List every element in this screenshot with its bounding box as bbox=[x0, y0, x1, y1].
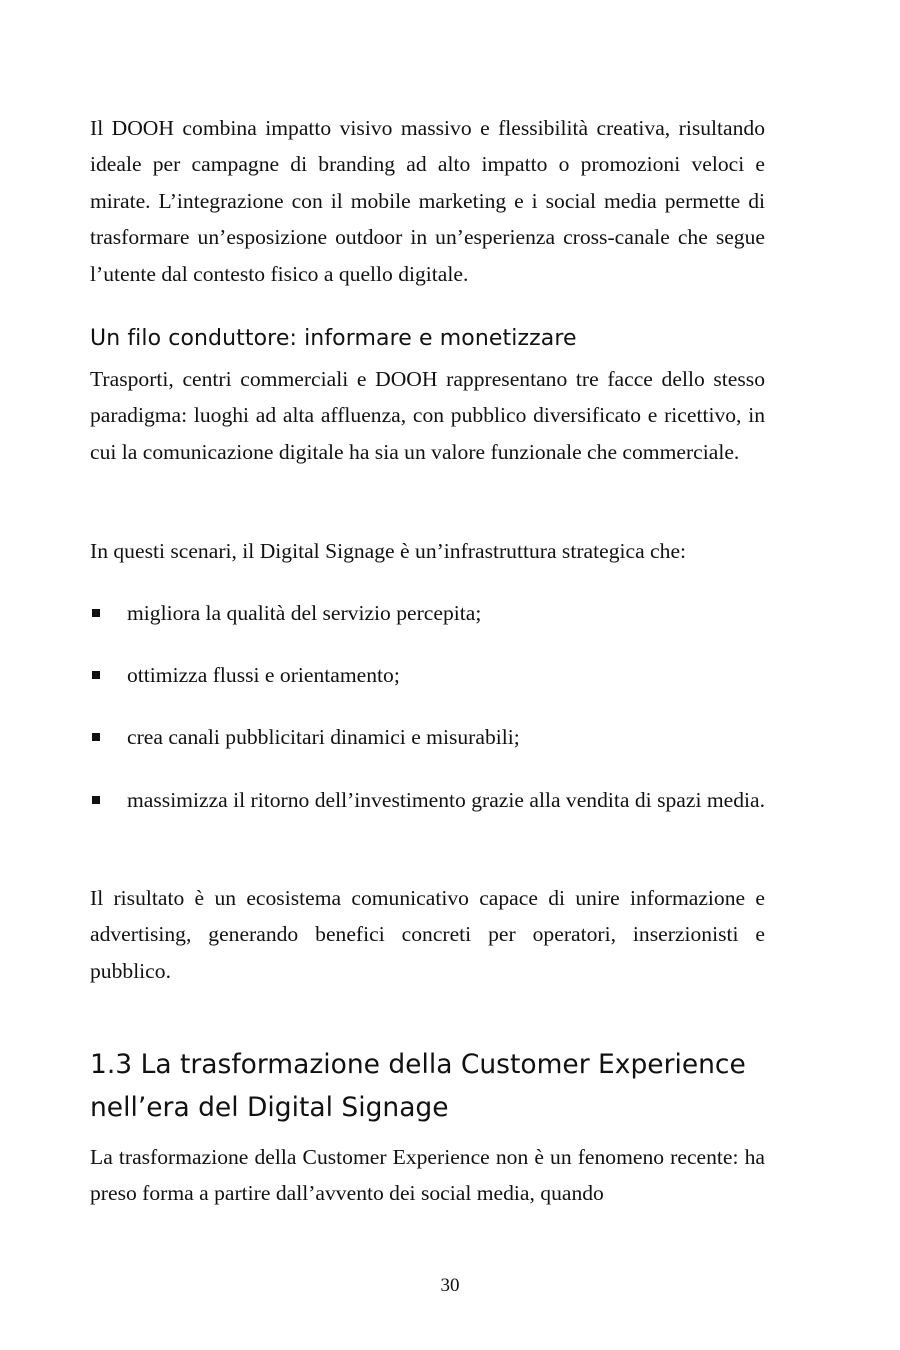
square-bullet-icon bbox=[92, 609, 100, 617]
paragraph-result: Il risultato è un ecosistema comunicativo capace di unire informazione e advertising, generando benefici concreti per operatori, inserzionisti e pubblico. bbox=[90, 886, 765, 983]
paragraph-paradigm: Trasporti, centri commerciali e DOOH rappresentano tre facce dello stesso paradigma: luoghi ad alta affluenza, con pubblico diversificato e ricettivo, in cui la comunicazione digitale ha sia un valore funzionale che commerciale. bbox=[90, 367, 765, 464]
paragraph-dooh-intro: Il DOOH combina impatto visivo massivo e flessibilità creativa, risultando ideale per campagne di branding ad alto impatto o promozioni veloci e mirate. L’integrazione con il mobile marketing e i social media permette di trasformare un’esposizione outdoor in un’esperienza cross-canale che segue l’utente dal contesto fisico a quello digitale. bbox=[90, 116, 765, 286]
paragraph-scenarios: In questi scenari, il Digital Signage è un’infrastruttura strategica che: bbox=[90, 539, 687, 563]
list-item-text: migliora la qualità del servizio percepita; bbox=[127, 601, 482, 625]
list-item bbox=[90, 657, 765, 693]
square-bullet-icon bbox=[92, 671, 100, 679]
square-bullet-icon bbox=[92, 796, 100, 804]
paragraph-customer-experience: La trasformazione della Customer Experience non è un fenomeno recente: ha preso forma a partire dall’avvento dei social media, quando bbox=[90, 1145, 765, 1206]
subsection-heading: Un filo conduttore: informare e monetizzare bbox=[90, 326, 577, 351]
list-item bbox=[90, 595, 765, 631]
list-item-text: massimizza il ritorno dell’investimento grazie alla vendita di spazi media. bbox=[127, 788, 766, 812]
section-heading: 1.3 La trasformazione della Customer Experience nell’era del Digital Signage bbox=[90, 1049, 746, 1123]
square-bullet-icon bbox=[92, 733, 100, 741]
list-item-text: ottimizza flussi e orientamento; bbox=[127, 663, 400, 687]
list-item bbox=[90, 719, 765, 755]
list-item bbox=[90, 782, 765, 818]
page-number: 30 bbox=[440, 1275, 460, 1296]
list-item-text: crea canali pubblicitari dinamici e misurabili; bbox=[127, 725, 520, 749]
